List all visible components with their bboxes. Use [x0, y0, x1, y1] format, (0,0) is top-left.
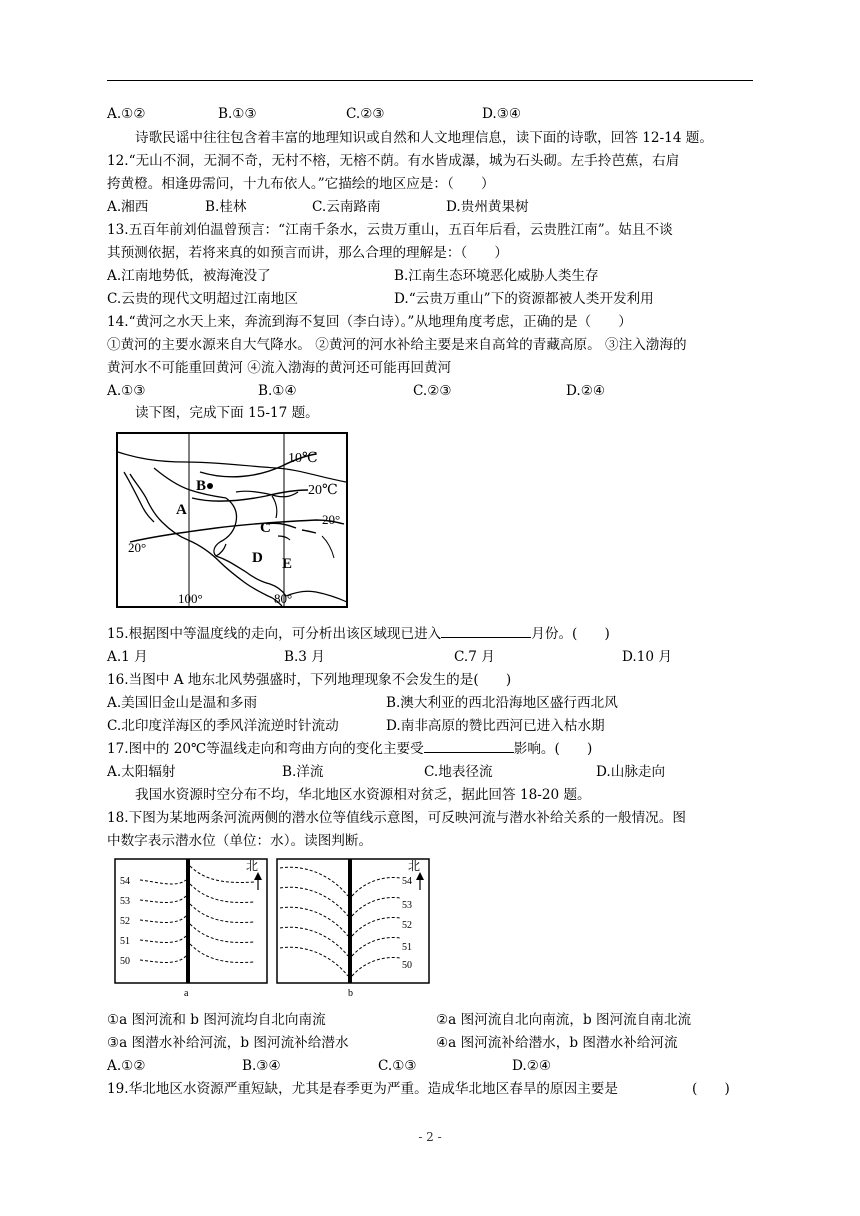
option-d: D.“云贵万重山”下的资源都被人类开发利用	[394, 291, 654, 307]
question-17-text: 17.图中的 20℃等温线走向和弯曲方向的变化主要受	[107, 741, 424, 757]
contour-label: 54	[120, 876, 130, 887]
meridian-100-label: 100°	[178, 591, 203, 606]
point-b-label: B	[196, 478, 207, 494]
option-a: A.湘西	[107, 199, 149, 215]
figure-a-caption: a	[184, 988, 189, 998]
option-d: D.10 月	[622, 649, 672, 665]
option-c: C.北印度洋海区的季风洋流逆时针流动	[107, 718, 339, 734]
question-15	[107, 624, 610, 646]
option-d: D.南非高原的赞比西河已进入枯水期	[386, 718, 605, 734]
question-15-text: 15.根据图中等温度线的走向，可分析出该区域现已进入	[107, 626, 442, 642]
contour-label: 53	[120, 896, 130, 907]
option-b: B.3 月	[284, 649, 325, 665]
option-a: A.①②	[107, 1058, 146, 1074]
contour-label: 50	[120, 956, 130, 967]
option-b: B.桂林	[205, 199, 247, 215]
answer-blank	[424, 739, 514, 753]
option-b: B.③④	[242, 1058, 281, 1074]
north-label: 北	[408, 859, 421, 873]
header-rule	[107, 80, 753, 81]
option-d: D.贵州黄果树	[446, 199, 529, 215]
answer-blank	[441, 624, 531, 638]
option-b: B.江南生态环境恶化威胁人类生存	[394, 268, 599, 284]
option-a: A.①③	[107, 383, 146, 399]
contour-label: 51	[402, 942, 412, 953]
intro-15-17: 读下图，完成下面 15-17 题。	[135, 405, 319, 421]
contour-label: 52	[120, 916, 130, 927]
question-17-tail: 影响。( )	[513, 741, 593, 757]
option-c: C.②③	[413, 383, 452, 399]
option-b: B.①④	[258, 383, 297, 399]
question-14-line3: 黄河水不可能重回黄河 ④流入渤海的黄河还可能再回黄河	[107, 360, 452, 376]
question-13-line2: 其预测依据，若将来真的如预言而讲，那么合理的理解是：（ ）	[107, 245, 509, 261]
contour-label: 54	[402, 876, 412, 887]
option-b: B.①③	[218, 106, 257, 122]
question-15-tail: 月份。( )	[531, 626, 610, 642]
question-12-line1: 12.“无山不洞，无洞不奇，无村不榕，无榕不荫。有水皆成瀑，城为石头砌。左手拎芭蕉，右肩	[107, 153, 680, 169]
option-a: A.江南地势低，被海淹没了	[107, 268, 271, 284]
question-13-line1: 13.五百年前刘伯温曾预言：“江南千条水，云贵万重山，五百年后看，云贵胜江南”。姑且不谈	[107, 222, 673, 238]
point-e-label: E	[282, 556, 293, 572]
north-label: 北	[246, 859, 259, 873]
question-19: 19.华北地区水资源严重短缺，尤其是春季更为严重。造成华北地区春旱的原因主要是	[107, 1081, 618, 1097]
page-number: - 2 -	[418, 1130, 442, 1144]
contour-label: 50	[402, 960, 412, 971]
groundwater-diagram-a	[114, 856, 270, 998]
statement-3: ③a 图潜水补给河流，b 图河流补给潜水	[107, 1035, 349, 1051]
intro-12-14: 诗歌民谣中往往包含着丰富的地理知识或自然和人文地理信息，读下面的诗歌，回答 12-14 题。	[135, 130, 713, 146]
option-d: D.山脉走向	[596, 764, 666, 780]
question-12-line2: 挎黄橙。相逢毋需问，十九布依人。”它描绘的地区应是：（ ）	[107, 176, 495, 192]
groundwater-diagram-b	[276, 856, 432, 998]
isotherm-20-label: 20℃	[308, 483, 338, 498]
isotherm-20-east-label: 20°	[322, 512, 341, 527]
option-a: A.太阳辐射	[107, 764, 176, 780]
question-14-line1: 14.“黄河之水天上来，奔流到海不复回（李白诗）。”从地理角度考虑，正确的是（ ）	[107, 314, 632, 330]
option-c: C.地表径流	[424, 764, 493, 780]
option-a: A.1 月	[107, 649, 148, 665]
option-d: D.②④	[566, 383, 606, 399]
point-a-label: A	[176, 502, 187, 518]
contour-label: 52	[402, 920, 412, 931]
option-a: A.美国旧金山是温和多雨	[107, 695, 258, 711]
point-d-label: D	[252, 550, 263, 566]
statement-2: ②a 图河流自北向南流，b 图河流自南北流	[436, 1012, 692, 1028]
option-d: D.②④	[512, 1058, 552, 1074]
option-c: C.①③	[378, 1058, 417, 1074]
isotherm-20-west-label: 20°	[128, 540, 147, 555]
option-c: C.云南路南	[312, 199, 381, 215]
option-a: A.①②	[107, 106, 146, 122]
option-c: C.云贵的现代文明超过江南地区	[107, 291, 298, 307]
option-b: B.澳大利亚的西北沿海地区盛行西北风	[386, 695, 618, 711]
question-17	[107, 739, 592, 761]
figure-b-caption: b	[348, 988, 353, 998]
answer-paren: ( )	[692, 1081, 730, 1097]
option-c: C.7 月	[454, 649, 495, 665]
statement-1: ①a 图河流和 b 图河流均自北向南流	[107, 1012, 326, 1028]
question-16: 16.当图中 A 地东北风势强盛时，下列地理现象不会发生的是( )	[107, 672, 512, 688]
option-b: B.洋流	[282, 764, 324, 780]
point-c-label: C	[260, 520, 271, 536]
option-c: C.②③	[346, 106, 385, 122]
statement-4: ④a 图河流补给潜水，b 图潜水补给河流	[436, 1035, 678, 1051]
question-18-line1: 18.下图为某地两条河流两侧的潜水位等值线示意图，可反映河流与潜水补给关系的一般情况。图	[107, 810, 686, 826]
isotherm-10-label: 10℃	[288, 451, 318, 466]
contour-label: 53	[402, 900, 412, 911]
intro-18-20: 我国水资源时空分布不均，华北地区水资源相对贫乏，据此回答 18-20 题。	[135, 787, 591, 803]
contour-label: 51	[120, 936, 130, 947]
central-america-isotherm-map	[116, 432, 348, 608]
option-d: D.③④	[482, 106, 522, 122]
question-18-line2: 中数字表示潜水位（单位：水）。读图判断。	[107, 833, 373, 849]
meridian-80-label: 80°	[274, 591, 293, 606]
question-14-line2: ①黄河的主要水源来自大气降水。 ②黄河的河水补给主要是来自高耸的青藏高原。 ③注入渤海的	[107, 337, 687, 353]
